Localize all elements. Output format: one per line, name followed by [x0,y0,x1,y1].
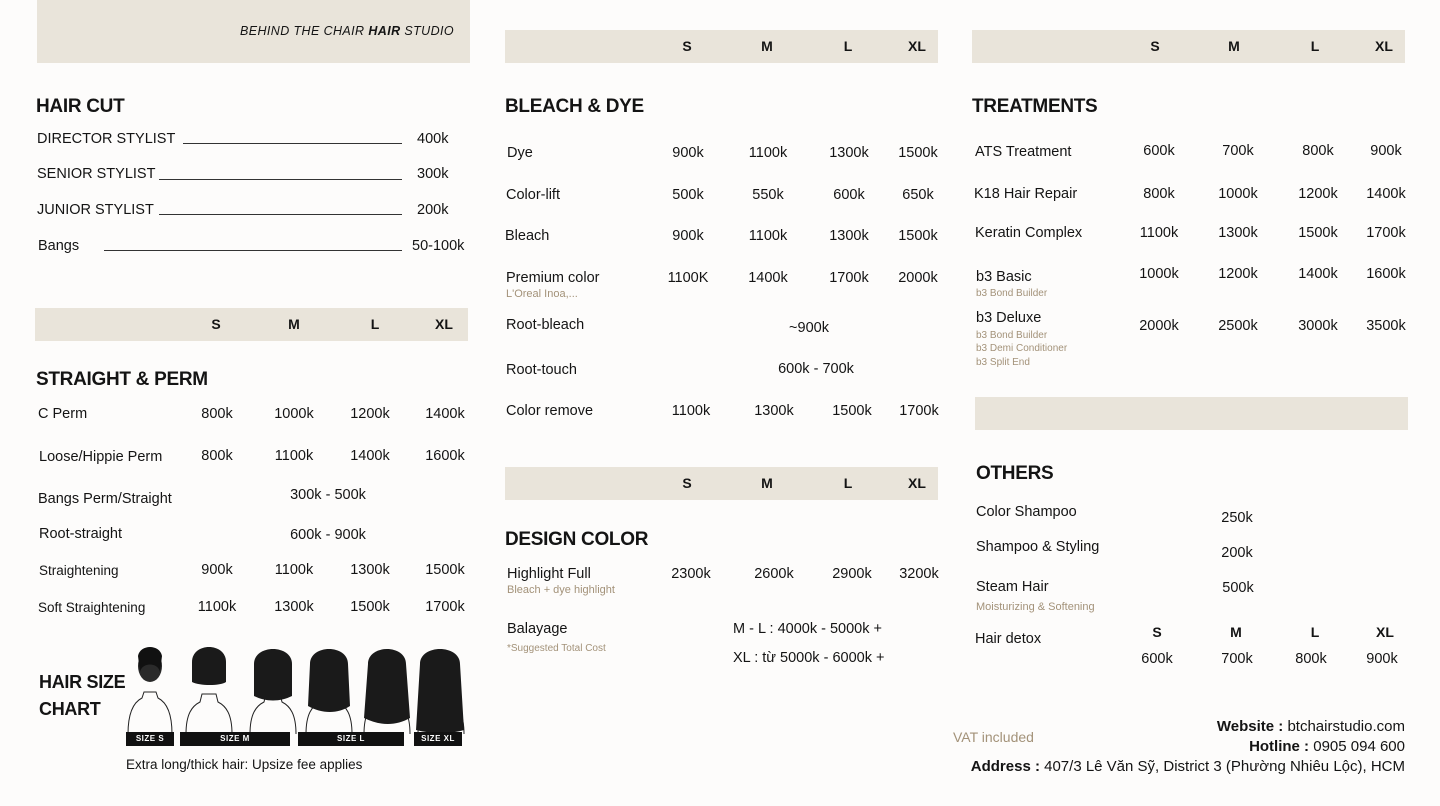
price-l: 1300k [829,228,869,244]
others-band [975,397,1408,430]
price-m: 1100k [274,448,314,464]
service-sub: *Suggested Total Cost [507,643,606,654]
balayage-price-ml: M - L : 4000k - 5000k + [733,621,882,637]
website-link[interactable]: btchairstudio.com [1287,718,1405,735]
price-s: 600k [1143,143,1175,159]
price-s: 1100k [197,599,237,615]
size-header-m: M [1228,38,1240,54]
price: 200k [1221,545,1253,561]
price-m: 1000k [1218,186,1258,202]
price-s: 2300k [671,566,711,582]
detox-header-l: L [1310,624,1320,640]
price-m: 1100k [274,562,314,578]
service-sub: L'Oreal Inoa,... [506,288,578,300]
size-header-s: S [682,38,692,54]
size-tag-m: SIZE M [180,732,290,746]
price-l: 1500k [350,599,390,615]
address-label: Address : [970,758,1040,775]
price-xl: 1500k [898,228,938,244]
price-s: 2000k [1139,318,1179,334]
service-label: C Perm [38,406,88,422]
price-s: 1100k [671,403,711,419]
silhouette-xl-icon [306,649,352,734]
brand-prefix: BEHIND THE CHAIR [240,24,369,38]
price-m: 700k [1222,143,1254,159]
hair-cut-price: 200k [417,202,449,218]
price-m: 1100k [748,228,788,244]
service-sub: Moisturizing & Softening [976,601,1095,613]
price-s: 800k [201,406,233,422]
price-l: 2900k [832,566,872,582]
price-s: 900k [201,562,233,578]
service-label: K18 Hair Repair [974,186,1078,202]
silhouette-xxl-icon [416,649,464,734]
size-header-l: L [370,316,380,332]
price-l: 600k [833,187,865,203]
size-header-m: M [761,38,773,54]
hair-size-illustration [120,642,470,734]
size-tag-l: SIZE L [298,732,404,746]
hair-cut-label: JUNIOR STYLIST [37,202,154,218]
price-l: 1300k [829,145,869,161]
service-label: Balayage [507,621,568,637]
price-m: 1100k [748,145,788,161]
price-l: 3000k [1298,318,1338,334]
balayage-price-xl: XL : từ 5000k - 6000k + [733,650,885,666]
hair-size-title-1: HAIR SIZE [39,672,126,692]
service-sub: b3 Bond Builder [976,330,1048,341]
service-label: Straightening [39,563,119,578]
price-xl: 3500k [1366,318,1406,334]
hair-cut-label: SENIOR STYLIST [37,166,156,182]
service-label: Dye [507,145,533,161]
price-m: 1200k [1218,266,1258,282]
hair-cut-price: 400k [417,131,449,147]
service-sub: b3 Split End [976,357,1030,368]
service-label: Root-straight [39,526,123,542]
brand-name [240,24,454,38]
price-l: 1500k [832,403,872,419]
hair-cut-label: DIRECTOR STYLIST [37,131,176,147]
service-label: Bangs Perm/Straight [38,491,172,507]
silhouette-m-icon [186,647,232,734]
website-line [1217,718,1405,735]
price-xl: 2000k [898,270,938,286]
leader-line [159,214,402,215]
size-tag-xl: SIZE XL [414,732,462,746]
price-m: 700k [1221,651,1253,667]
detox-header-m: M [1230,624,1242,640]
price-m: 1300k [754,403,794,419]
service-label: Steam Hair [976,579,1049,595]
size-header-s: S [211,316,221,332]
treatments-title: TREATMENTS [972,96,1098,117]
price-xl: 1700k [899,403,939,419]
price-xl: 1700k [425,599,465,615]
brand-suffix: STUDIO [400,24,454,38]
hair-cut-label: Bangs [38,238,80,254]
price-xl: 1600k [425,448,465,464]
service-label: Shampoo & Styling [976,539,1100,555]
price-xl: 900k [1366,651,1398,667]
price-l: 1200k [350,406,390,422]
silhouette-l-icon [250,649,296,734]
hair-size-title-2: CHART [39,699,101,719]
size-header-l: L [843,38,853,54]
leader-line [159,179,402,180]
price-xl: 1400k [1366,186,1406,202]
price-xl: 3200k [899,566,939,582]
price-s: 1000k [1139,266,1179,282]
silhouette-s-icon [128,647,172,734]
price-s: 900k [672,228,704,244]
detox-header-xl: XL [1376,624,1394,640]
price-l: 1300k [350,562,390,578]
silhouette-xl-long-icon [364,649,410,734]
service-label: Bleach [505,228,550,244]
size-header-s: S [1150,38,1160,54]
size-header-xl: XL [908,38,926,54]
detox-header-s: S [1152,624,1162,640]
size-tag-s: SIZE S [126,732,174,746]
bleach-dye-title: BLEACH & DYE [505,96,644,117]
service-label: Soft Straightening [38,600,146,615]
hair-cut-price: 300k [417,166,449,182]
service-label: ATS Treatment [975,144,1072,160]
hair-cut-title: HAIR CUT [36,96,125,117]
price-m: 1000k [274,406,314,422]
service-label: b3 Basic [976,269,1032,285]
website-label: Website : [1216,718,1284,735]
upsize-note: Extra long/thick hair: Upsize fee applies [126,757,363,772]
price-l: 1400k [1298,266,1338,282]
vat-note: VAT included [953,729,1034,745]
hotline-number[interactable]: 0905 094 600 [1313,738,1405,755]
price-s: 800k [201,448,233,464]
size-header-xl: XL [435,316,453,332]
price-l: 1200k [1298,186,1338,202]
price-xl: 1700k [1366,225,1406,241]
hotline-line [1249,738,1405,755]
price: 250k [1221,510,1253,526]
service-sub: Bleach + dye highlight [507,584,615,596]
hair-cut-price: 50-100k [412,238,465,254]
service-label: b3 Deluxe [976,310,1042,326]
price-l: 800k [1295,651,1327,667]
price-s: 800k [1143,186,1175,202]
size-header-m: M [288,316,300,332]
service-label: Root-touch [506,362,577,378]
others-title: OTHERS [976,463,1054,484]
price-m: 550k [752,187,784,203]
address-text: 407/3 Lê Văn Sỹ, District 3 (Phường Nhiêu Lộc), HCM [1044,758,1405,775]
price-s: 900k [672,145,704,161]
service-label: Keratin Complex [975,225,1083,241]
price-range: 600k - 900k [290,527,366,543]
service-label: Premium color [506,270,600,286]
price-m: 2500k [1218,318,1258,334]
service-label: Hair detox [975,631,1042,647]
price-m: 1400k [748,270,788,286]
straight-perm-title: STRAIGHT & PERM [36,369,208,390]
price-l: 1500k [1298,225,1338,241]
price-l: 1400k [350,448,390,464]
brand-bold: HAIR [368,24,401,38]
size-header-l: L [1310,38,1320,54]
service-label: Color Shampoo [976,504,1077,520]
price-s: 500k [672,187,704,203]
leader-line [183,143,402,144]
service-label: Root-bleach [506,317,585,333]
price-range: 600k - 700k [778,361,854,377]
size-header-xl: XL [1375,38,1393,54]
size-header-s: S [682,475,692,491]
price-m: 1300k [274,599,314,615]
hotline-label: Hotline : [1249,738,1310,755]
price-m: 1300k [1218,225,1258,241]
price-l: 800k [1302,143,1334,159]
price-xl: 1600k [1366,266,1406,282]
design-color-title: DESIGN COLOR [505,529,649,550]
price-xl: 1500k [898,145,938,161]
price: 500k [1222,580,1254,596]
service-sub: b3 Bond Builder [976,288,1048,299]
address-line [971,758,1405,775]
price-range: ~900k [789,320,829,336]
service-label: Color remove [506,403,594,419]
price-s: 1100k [1139,225,1179,241]
price-m: 2600k [754,566,794,582]
service-label: Color-lift [506,187,560,203]
price-s: 1100K [667,270,709,286]
price-xl: 900k [1370,143,1402,159]
size-header-xl: XL [908,475,926,491]
price-xl: 1400k [425,406,465,422]
service-sub: b3 Demi Conditioner [976,343,1068,354]
price-s: 600k [1141,651,1173,667]
size-header-l: L [843,475,853,491]
price-xl: 1500k [425,562,465,578]
size-header-m: M [761,475,773,491]
leader-line [104,250,402,251]
price-l: 1700k [829,270,869,286]
price-xl: 650k [902,187,934,203]
price-range: 300k - 500k [290,487,366,503]
service-label: Highlight Full [507,566,591,582]
service-label: Loose/Hippie Perm [39,449,163,465]
